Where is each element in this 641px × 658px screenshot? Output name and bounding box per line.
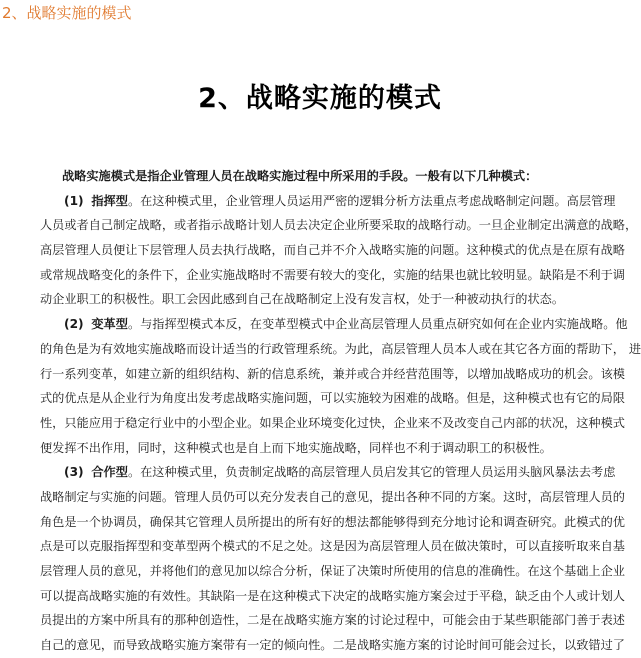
section-1-first-line-text: 。在这种模式里，企业管理人员运用严密的逻辑分析方法重点考虑战略制定问题。高层管理 — [127, 193, 616, 208]
section-3-first-line-text: 。在这种模式里，负责制定战略的高层管理人员启发其它的管理人员运用头脑风暴法去考虑 — [127, 465, 616, 480]
section-3-line: 自己的意见，而导致战略实施方案带有一定的倾向性。二是战略实施方案的讨论时间可能会过长，以致错过了 — [40, 638, 625, 653]
section-3-line: 战略制定与实施的问题。管理人员仍可以充分发表自己的意见，提出各种不同的方案。这时，高层管理人员的 — [40, 489, 625, 504]
document-intro: 战略实施模式是指企业管理人员在战略实施过程中所采用的手段。一般有以下几种模式： — [62, 169, 538, 183]
section-3-line: 点是可以克服指挥型和变革型两个模式的不足之处。这是因为高层管理人员在做决策时，可以直接听取来自基 — [40, 539, 625, 554]
section-2-line: 便发挥不出作用，同时，这种模式也是自上而下地实施战略，同样也不利于调动职工的积极性。 — [40, 440, 552, 455]
section-2-first-line-text: 。与指挥型模式本反，在变革型模式中企业高层管理人员重点研究如何在企业内实施战略。他 — [127, 317, 628, 332]
section-1-keyword: 指挥型 — [91, 193, 128, 208]
section-2-number: (2) — [64, 317, 84, 332]
section-3-line: 可以提高战略实施的有效性。其缺陷一是在这种模式下决定的战略实施方案会过于平稳，缺乏由个人或计划人 — [40, 588, 625, 603]
section-1-first-line — [40, 189, 614, 214]
document-body — [40, 164, 641, 653]
section-1-line: 动企业职工的积极性。职工会因此感到自己在战略制定上没有发言权，处于一种被动执行的状态。 — [40, 292, 565, 307]
page-title: 2、战略实施的模式 — [2, 4, 132, 22]
section-2-line: 行一系列变革，如建立新的组织结构、新的信息系统，兼并或合并经营范围等，以增加战略成功的机会。该模 — [40, 366, 625, 381]
section-2-keyword: 变革型 — [91, 317, 128, 332]
section-2-line: 式的优点是从企业行为角度出发考虑战略实施问题，可以实施较为困难的战略。但是，这种模式也有它的局限 — [40, 391, 625, 406]
document-heading: 2、战略实施的模式 — [198, 83, 442, 114]
section-2-first-line — [40, 312, 628, 337]
section-1-line: 或常规战略变化的条件下，企业实施战略时不需要有较大的变化，实施的结果也就比较明显。缺陷是不利于调 — [40, 267, 625, 282]
section-1-line: 高层管理人员便让下层管理人员去执行战略，而自己并不介入战略实施的问题。这种模式的优点是在原有战略 — [40, 243, 625, 258]
section-3-line: 员提出的方案中所具有的那种创造性，二是在战略实施方案的讨论过程中，可能会由于某些职能部门善于表述 — [40, 613, 625, 628]
section-2-line: 性，只能应用于稳定行业中的小型企业。如果企业环境变化过快，企业来不及改变自己内部的状况，这种模式 — [40, 415, 625, 430]
section-3-first-line — [40, 460, 614, 485]
section-1-number: (1) — [64, 193, 84, 208]
section-3-line: 角色是一个协调员，确保其它管理人员所提出的所有好的想法都能够得到充分地讨论和调查研究。此模式的优 — [40, 514, 625, 529]
section-3-line: 层管理人员的意见，并将他们的意见加以综合分析，保证了决策时所使用的信息的准确性。在这个基础上企业 — [40, 564, 625, 578]
section-3-number: (3) — [64, 465, 84, 480]
section-2-line: 的角色是为有效地实施战略而设计适当的行政管理系统。为此，高层管理人员本人或在其它各方面的帮助下， 进 — [40, 341, 641, 356]
section-3-keyword: 合作型 — [91, 465, 128, 480]
section-1-line: 人员或者自己制定战略，或者指示战略计划人员去决定企业所要采取的战略行动。一旦企业制定出满意的战略， — [40, 218, 638, 233]
